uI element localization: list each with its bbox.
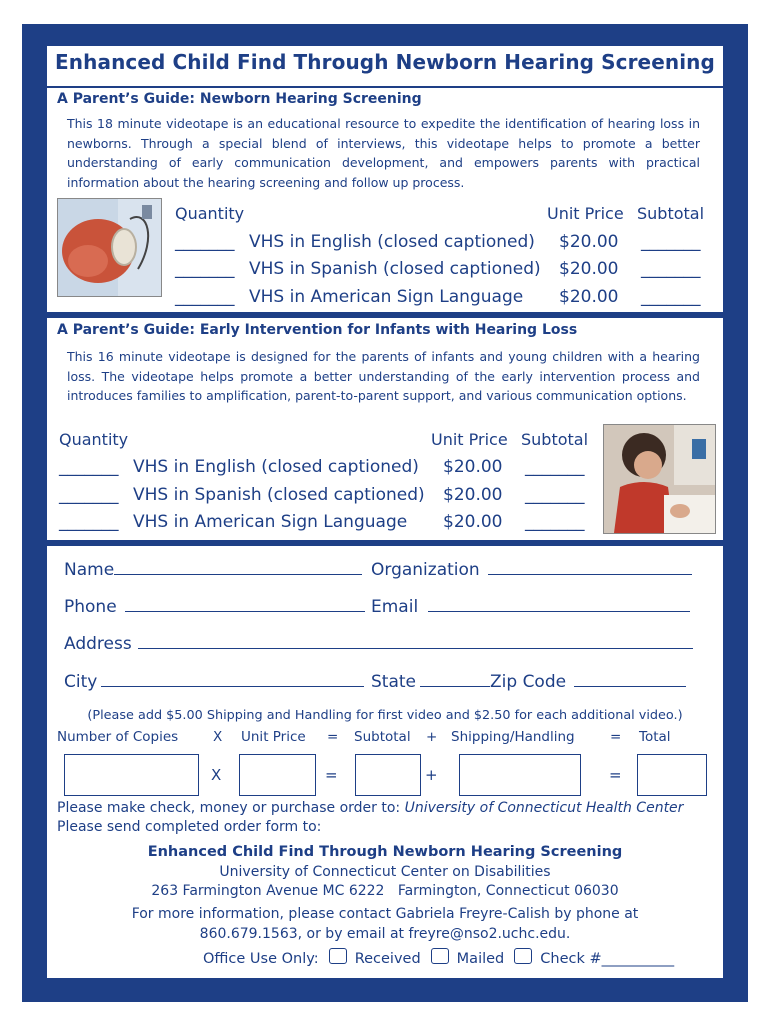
title-divider [47,86,723,88]
address-label: Address [64,634,132,654]
item-price: $20.00 [443,485,503,505]
payment-payee: University of Connecticut Health Center [404,800,684,816]
mailing-address: 263 Farmington Avenue MC 6222 Farmington, Connecticut 06030 [151,883,619,899]
info-line-2: 860.679.1563, or by email at freyre@nso2.uchc.edu. [199,926,571,942]
phone-input-line[interactable] [125,597,365,612]
calc-header-plus: + [426,729,438,745]
item-label: VHS in Spanish (closed captioned) [133,485,425,505]
check-checkbox[interactable] [514,948,532,964]
section2-item-spanish [59,485,599,507]
calc-header-eq1: = [327,729,339,745]
quantity-blank[interactable]: _______ [59,485,119,505]
mailed-label: Mailed [456,951,505,967]
calc-header-eq2: = [610,729,622,745]
office-use-row [203,948,674,967]
quantity-blank[interactable]: _______ [59,457,119,477]
phone-label: Phone [64,597,117,617]
item-label: VHS in English (closed captioned) [133,457,419,477]
quantity-blank[interactable]: _______ [175,287,235,307]
item-label: VHS in Spanish (closed captioned) [249,259,541,279]
subtotal-blank[interactable]: _______ [641,232,701,252]
payment-instructions [57,800,683,816]
item-label: VHS in American Sign Language [249,287,524,307]
subtotal-blank[interactable]: _______ [641,287,701,307]
subtotal-blank[interactable]: _______ [525,457,585,477]
address-field[interactable] [64,634,693,654]
section1-quantity-header: Quantity [175,204,245,223]
calc-header-total: Total [639,729,671,745]
payment-prefix: Please make check, money or purchase order to: [57,800,405,816]
quantity-blank[interactable]: _______ [59,512,119,532]
item-price: $20.00 [443,457,503,477]
shipping-note: (Please add $5.00 Shipping and Handling for first video and $2.50 for each additional video.) [87,708,683,723]
section2-description: This 16 minute videotape is designed for the parents of infants and young children with a hearing loss. The videotape helps promote a better understanding of the early intervention process and introduces families to amplification, parent-to-parent support, and various communication options. [67,349,700,403]
mailing-org: University of Connecticut Center on Disabilities [219,864,551,880]
city-label: City [64,672,98,692]
section2-item-english [59,457,599,479]
info-line-1: For more information, please contact Gabriela Freyre-Calish by phone at [131,906,639,922]
section1-title: A Parent’s Guide: Newborn Hearing Screening [57,91,422,107]
calc-header-copies: Number of Copies [57,729,179,745]
subtotal-blank[interactable]: _______ [525,512,585,532]
item-price: $20.00 [559,259,619,279]
section2-unit-price-header: Unit Price [431,430,508,449]
calc-op-eq1: = [325,766,338,784]
section1-subtotal-header: Subtotal [637,204,705,223]
name-field[interactable] [64,560,362,580]
zip-input-line[interactable] [574,672,686,687]
calc-header-subtotal: Subtotal [354,729,411,745]
phone-field[interactable] [64,597,365,617]
section1-item-asl [175,287,715,309]
calc-op-x: X [211,766,222,784]
subtotal-input-box[interactable] [355,754,421,796]
name-label: Name [64,560,115,580]
section1-item-spanish [175,259,715,281]
mailing-program: Enhanced Child Find Through Newborn Hearing Screening [147,844,623,860]
state-field[interactable] [371,672,490,692]
state-input-line[interactable] [420,672,490,687]
section1-unit-price-header: Unit Price [547,204,624,223]
calc-op-eq2: = [609,766,622,784]
mailed-checkbox[interactable] [431,948,449,964]
order-form-section [47,546,723,978]
item-label: VHS in American Sign Language [133,512,408,532]
received-checkbox[interactable] [329,948,347,964]
form-title: Enhanced Child Find Through Newborn Hearing Screening [55,50,715,74]
item-price: $20.00 [443,512,503,532]
section2-item-asl [59,512,599,534]
section2-subtotal-header: Subtotal [521,430,589,449]
child-early-intervention-photo [603,424,716,534]
item-price: $20.00 [559,287,619,307]
address-input-line[interactable] [138,634,693,649]
unit-price-input-box[interactable] [239,754,316,796]
organization-input-line[interactable] [488,560,692,575]
early-intervention-section [47,318,723,540]
zip-field[interactable] [490,672,686,692]
send-note: Please send completed order form to: [57,819,322,835]
email-label: Email [371,597,419,617]
email-input-line[interactable] [428,597,690,612]
city-input-line[interactable] [101,672,364,687]
name-input-line[interactable] [114,560,362,575]
organization-field[interactable] [371,560,692,580]
item-price: $20.00 [559,232,619,252]
section1-description: This 18 minute videotape is an educational resource to expedite the identification of hearing loss in newborns. Through a special blend of interviews, this videotape helps to promote a better understanding of early communication development, and empowers parents with practical information about the hearing screening and follow up process. [67,116,700,190]
subtotal-blank[interactable]: _______ [641,259,701,279]
city-field[interactable] [64,672,364,692]
copies-input-box[interactable] [64,754,199,796]
email-field[interactable] [371,597,690,617]
zip-label: Zip Code [490,672,567,692]
received-label: Received [354,951,421,967]
calc-header-unit-price: Unit Price [241,729,306,745]
organization-label: Organization [371,560,480,580]
subtotal-blank[interactable]: _______ [525,485,585,505]
newborn-screening-section [47,46,723,312]
section1-item-english [175,232,715,254]
calc-op-plus: + [425,766,438,784]
total-input-box[interactable] [637,754,707,796]
state-label: State [371,672,416,692]
office-use-label: Office Use Only: [203,951,319,967]
item-label: VHS in English (closed captioned) [249,232,535,252]
section2-quantity-header: Quantity [59,430,129,449]
shipping-input-box[interactable] [459,754,581,796]
calc-header-shipping: Shipping/Handling [451,729,575,745]
calc-header-x: X [213,729,223,745]
quantity-blank[interactable]: _______ [175,259,235,279]
quantity-blank[interactable]: _______ [175,232,235,252]
check-number-label: Check #__________ [540,951,675,967]
newborn-hearing-screening-photo [57,198,162,297]
section2-title: A Parent’s Guide: Early Intervention for Infants with Hearing Loss [57,322,578,338]
